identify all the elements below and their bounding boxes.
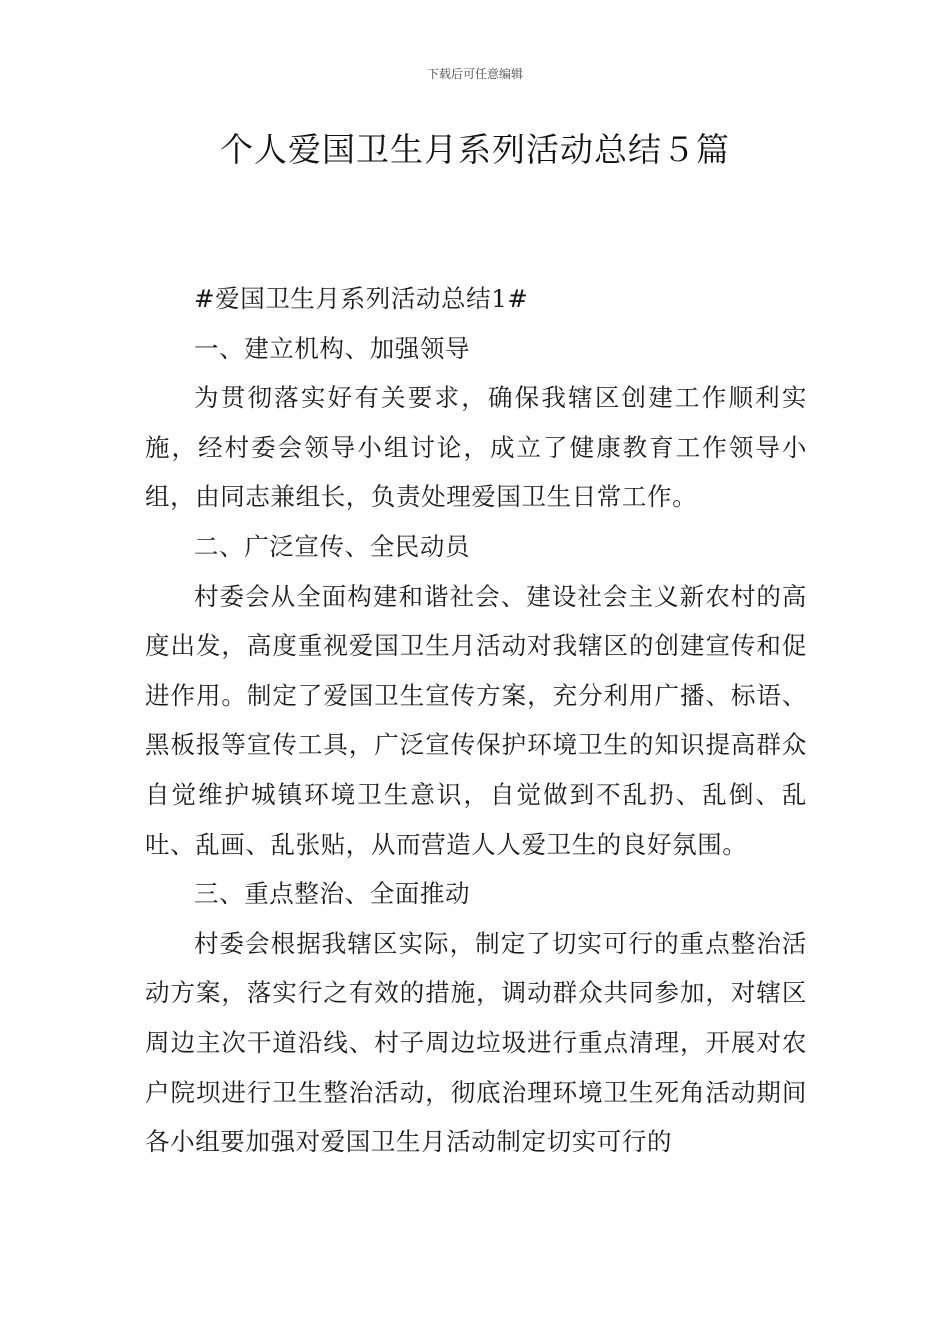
section-heading-summary-1: #爱国卫生月系列活动总结1# xyxy=(194,284,529,313)
document-title: 个人爱国卫生月系列活动总结５篇 xyxy=(220,130,730,169)
header-note: 下载后可任意编辑 xyxy=(426,67,523,81)
section-heading-3: 三、重点整治、全面推动 xyxy=(194,879,471,909)
paragraph-1: 为贯彻落实好有关要求，确保我辖区创建工作顺利实施，经村委会领导小组讨论，成立了健康教育工作领导小组，由同志兼组长，负责处理爱国卫生日常工作。 xyxy=(145,383,807,512)
paragraph-3: 村委会根据我辖区实际，制定了切实可行的重点整治活动方案，落实行之有效的措施，调动群众共同参加，对辖区周边主次干道沿线、村子周边垃圾进行重点清理，开展对农户院坝进行卫生整治活动，彻底治理环境卫生死角活动期间各小组要加强对爱国卫生月活动制定切实可行的 xyxy=(145,928,807,1157)
document-body xyxy=(145,274,807,1167)
section-heading-1: 一、建立机构、加强领导 xyxy=(194,333,471,363)
section-heading-2: 二、广泛宣传、全民动员 xyxy=(194,531,471,561)
paragraph-2: 村委会从全面构建和谐社会、建设社会主义新农村的高度出发，高度重视爱国卫生月活动对我辖区的创建宣传和促进作用。制定了爱国卫生宣传方案，充分利用广播、标语、黑板报等宣传工具，广泛宣传保护环境卫生的知识提高群众自觉维护城镇环境卫生意识，自觉做到不乱扔、乱倒、乱吐、乱画、乱张贴，从而营造人人爱卫生的良好氛围。 xyxy=(145,581,807,859)
